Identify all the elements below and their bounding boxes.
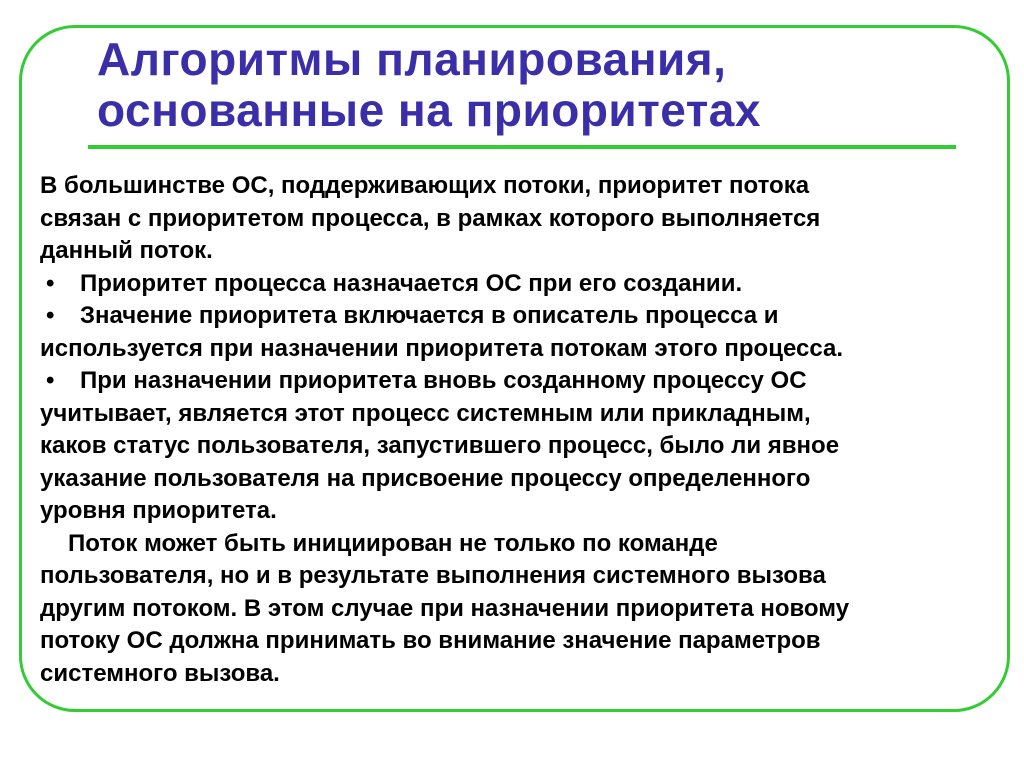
body-line — [40, 235, 990, 268]
body-line-text: учитывает, является этот процесс системным или прикладным, — [40, 399, 811, 427]
body-line-text: При назначении приоритета вновь созданному процессу ОС — [80, 367, 807, 394]
body-line — [40, 658, 990, 691]
body-line-text: Приоритет процесса назначается ОС при его создании. — [80, 269, 743, 297]
body-line — [40, 593, 990, 626]
body-line — [40, 528, 990, 561]
body-line-text: связан с приоритетом процесса, в рамках которого выполняется — [40, 204, 821, 232]
bullet-marker: • — [46, 269, 55, 297]
body-text — [40, 170, 990, 690]
body-line — [40, 495, 990, 528]
body-line-text: данный поток. — [40, 237, 213, 264]
body-line — [40, 170, 990, 203]
slide-title-line-2: основанные на приоритетах — [97, 84, 761, 136]
body-line — [40, 625, 990, 658]
body-line — [40, 365, 990, 398]
title-underline-rule — [88, 145, 956, 149]
body-line-text: потоку ОС должна принимать во внимание значение параметров — [40, 627, 821, 654]
body-line-text: используется при назначении приоритета потокам этого процесса. — [40, 334, 843, 362]
bullet-marker: • — [46, 302, 55, 329]
body-line-text: другим потоком. В этом случае при назначении приоритета новому — [40, 594, 850, 622]
slide-title-line-1: Алгоритмы планирования, — [97, 33, 727, 85]
body-line — [40, 463, 990, 496]
body-line — [40, 203, 990, 236]
bullet-marker: • — [46, 367, 55, 394]
body-line-text: указание пользователя на присвоение процессу определенного — [40, 464, 811, 492]
body-line — [40, 300, 990, 333]
body-line-text: пользователя, но и в результате выполнения системного вызова — [40, 562, 826, 589]
body-line-text: уровня приоритета. — [40, 497, 277, 524]
slide-title — [97, 34, 957, 136]
body-line-text: В большинстве ОС, поддерживающих потоки, приоритет потока — [40, 172, 810, 199]
body-line-text: каков статус пользователя, запустившего процесс, было ли явное — [40, 432, 840, 459]
body-line — [40, 430, 990, 463]
body-line-text: системного вызова. — [40, 659, 280, 687]
body-line-text: Поток может быть инициирован не только по команде — [68, 529, 718, 557]
body-line-text: Значение приоритета включается в описатель процесса и — [80, 302, 779, 329]
body-line — [40, 268, 990, 301]
body-line — [40, 333, 990, 366]
body-line — [40, 398, 990, 431]
body-line — [40, 560, 990, 593]
